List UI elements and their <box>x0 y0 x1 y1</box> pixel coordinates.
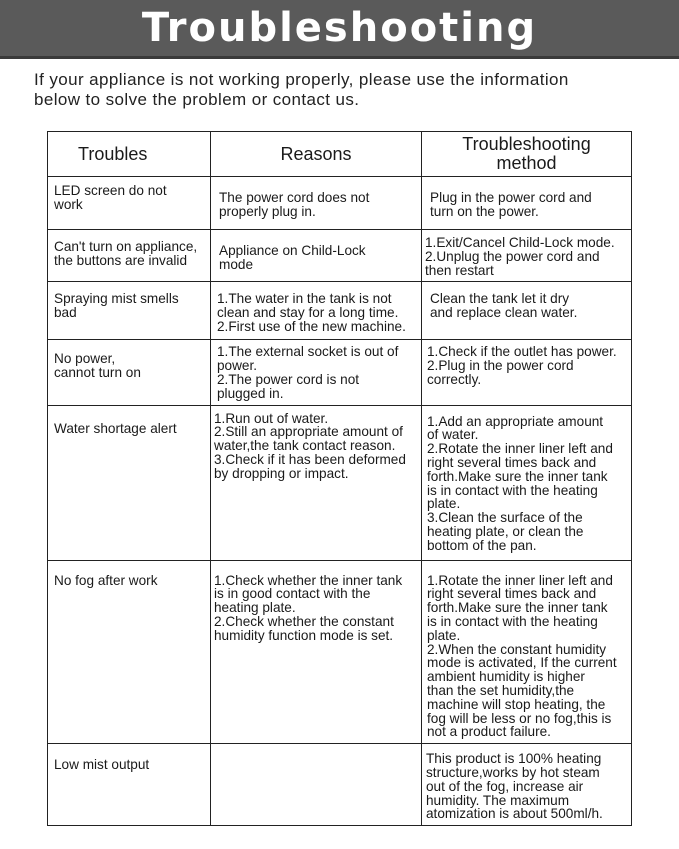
table-row <box>48 177 632 230</box>
header-troubles: Troubles <box>48 132 211 177</box>
title-banner <box>0 0 679 59</box>
table-row <box>48 560 632 744</box>
trouble-cell: Water shortage alert <box>48 405 211 560</box>
method-cell: Clean the tank let it dry and replace clean water. <box>422 282 632 340</box>
page-title: Troubleshooting <box>141 5 538 51</box>
method-cell: This product is 100% heating structure,works by hot steam out of the fog, increase air humidity. The maximum atomization is about 500ml/h. <box>422 744 632 826</box>
reason-cell: 1.The water in the tank is not clean and stay for a long time. 2.First use of the new machine. <box>211 282 422 340</box>
method-cell: 1.Exit/Cancel Child-Lock mode. 2.Unplug the power cord and then restart <box>422 230 632 282</box>
table-row <box>48 230 632 282</box>
trouble-cell: No fog after work <box>48 560 211 744</box>
troubleshooting-table <box>47 131 632 826</box>
trouble-cell: Low mist output <box>48 744 211 826</box>
header-method: Troubleshooting method <box>422 132 632 177</box>
reason-cell <box>211 744 422 826</box>
header-reasons: Reasons <box>211 132 422 177</box>
method-cell: Plug in the power cord and turn on the power. <box>422 177 632 230</box>
table-row <box>48 282 632 340</box>
method-cell: 1.Rotate the inner liner left and right several times back and forth.Make sure the inner tank is in contact with the heating plate. 2.When the constant humidity mode is activated, If the current ambient humidity is higher than the set humidity,the machine will stop heating, the fog will be less or no fog,this is not a product failure. <box>422 560 632 744</box>
intro-text: If your appliance is not working properly, please use the information below to solve the problem or contact us. <box>34 70 569 109</box>
trouble-cell: Spraying mist smells bad <box>48 282 211 340</box>
trouble-cell: No power, cannot turn on <box>48 340 211 405</box>
method-cell: 1.Add an appropriate amount of water. 2.Rotate the inner liner left and right several times back and forth.Make sure the inner tank is in contact with the heating plate. 3.Clean the surface of the heating plate, or clean the bottom of the pan. <box>422 405 632 560</box>
table-row <box>48 744 632 826</box>
trouble-cell: Can't turn on appliance, the buttons are invalid <box>48 230 211 282</box>
reason-cell: Appliance on Child-Lock mode <box>211 230 422 282</box>
table-row <box>48 405 632 560</box>
reason-cell: 1.Check whether the inner tank is in good contact with the heating plate. 2.Check whether the constant humidity function mode is set. <box>211 560 422 744</box>
reason-cell: 1.Run out of water. 2.Still an appropriate amount of water,the tank contact reason. 3.Check if it has been deformed by dropping or impact. <box>211 405 422 560</box>
table-header-row <box>48 132 632 177</box>
reason-cell: The power cord does not properly plug in. <box>211 177 422 230</box>
table-row <box>48 340 632 405</box>
trouble-cell: LED screen do not work <box>48 177 211 230</box>
reason-cell: 1.The external socket is out of power. 2.The power cord is not plugged in. <box>211 340 422 405</box>
method-cell: 1.Check if the outlet has power. 2.Plug in the power cord correctly. <box>422 340 632 405</box>
